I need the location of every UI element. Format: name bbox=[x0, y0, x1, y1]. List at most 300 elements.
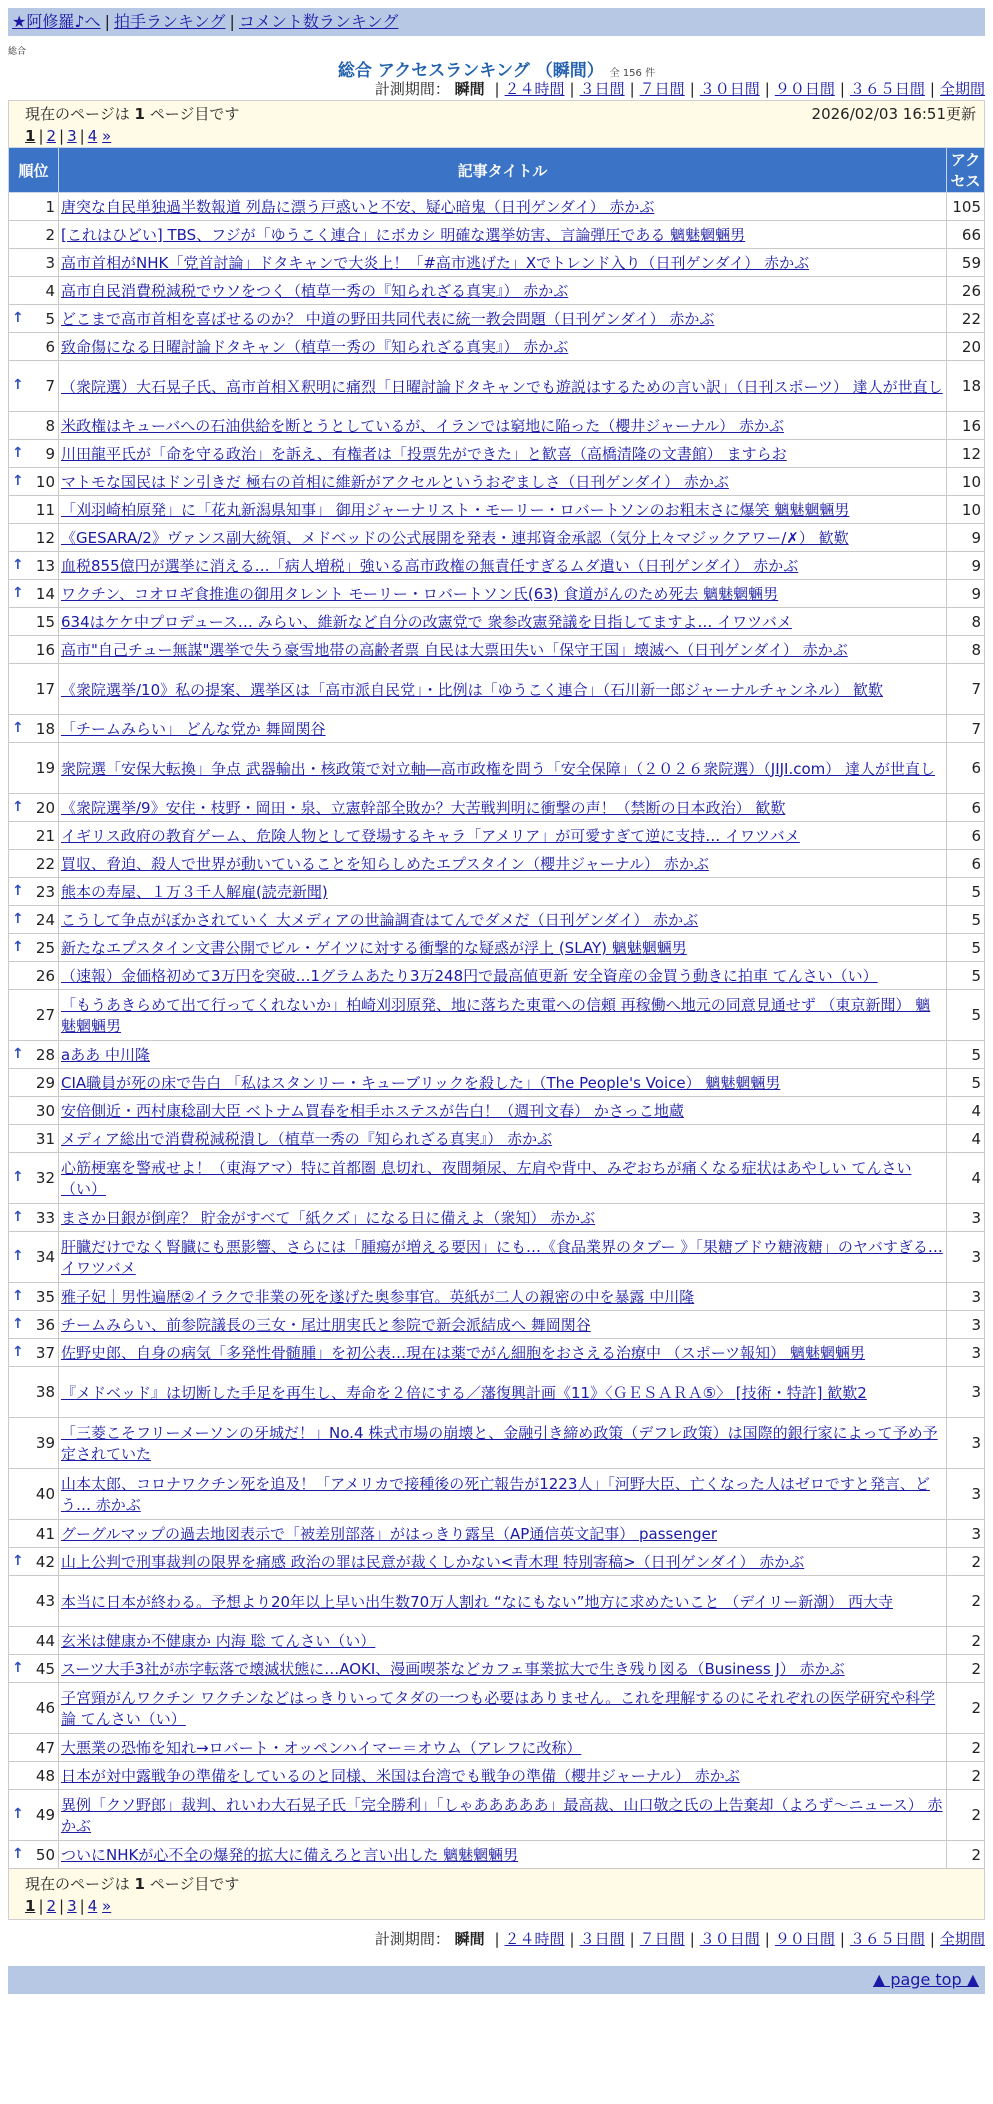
pager-page-link[interactable]: 4 bbox=[87, 127, 98, 145]
rank-number: 43 bbox=[35, 1592, 55, 1610]
rank-up-arrow-icon: ↑ bbox=[12, 1287, 24, 1304]
title-cell bbox=[59, 1469, 947, 1520]
table-row bbox=[9, 1576, 985, 1627]
rank-cell bbox=[9, 743, 59, 794]
access-count: 105 bbox=[947, 193, 985, 221]
article-title-link[interactable]: 《GESARA/2》ヴァンス副大統領、メドベッドの公式展開を発表・連邦資金承認（気分上々マジックアワー/✗） 歓歎 bbox=[61, 529, 849, 547]
rank-cell bbox=[9, 1069, 59, 1097]
rank-cell bbox=[9, 1283, 59, 1311]
rank-number: 41 bbox=[35, 1524, 55, 1543]
rank-cell bbox=[9, 1204, 59, 1232]
table-row bbox=[9, 1041, 985, 1069]
page-title-text: 総合 アクセスランキング （瞬間） bbox=[337, 61, 604, 81]
access-count: 2 bbox=[947, 1734, 985, 1762]
table-row bbox=[9, 412, 985, 440]
rank-cell bbox=[9, 608, 59, 636]
rank-cell bbox=[9, 468, 59, 496]
article-title-link[interactable]: 致命傷になる日曜討論ドタキャン（植草一秀の『知られざる真実』） 赤かぶ bbox=[61, 338, 569, 356]
home-link[interactable]: ★阿修羅♪へ bbox=[12, 12, 101, 31]
rank-number: 32 bbox=[35, 1169, 55, 1187]
access-count: 26 bbox=[947, 277, 985, 305]
period-current: 瞬間 bbox=[454, 80, 485, 98]
table-row bbox=[9, 934, 985, 962]
rank-up-arrow-icon: ↑ bbox=[12, 882, 24, 899]
table-row bbox=[9, 277, 985, 305]
article-title-link[interactable]: どこまで高市首相を喜ばせるのか？ 中道の野田共同代表に統一教会問題（日刊ゲンダイ） 赤かぶ bbox=[61, 310, 715, 328]
pager-next-link[interactable]: » bbox=[102, 1897, 112, 1915]
rank-number: 44 bbox=[35, 1631, 55, 1650]
table-row bbox=[9, 1762, 985, 1790]
rank-number: 28 bbox=[35, 1045, 55, 1064]
title-cell bbox=[59, 664, 947, 715]
access-count: 5 bbox=[947, 934, 985, 962]
title-cell bbox=[59, 277, 947, 305]
rank-number: 40 bbox=[35, 1485, 55, 1503]
title-cell bbox=[59, 496, 947, 524]
access-count: 2 bbox=[947, 1790, 985, 1841]
table-row bbox=[9, 822, 985, 850]
article-title-link[interactable]: 安倍側近・西村康稔副大臣 ベトナム買春を相手ホステスが告白！（週刊文春） かさっこ地蔵 bbox=[61, 1102, 684, 1120]
table-row bbox=[9, 962, 985, 990]
title-cell bbox=[59, 743, 947, 794]
period-separator: | bbox=[494, 1930, 500, 1948]
article-title-link[interactable]: 唐突な自民単独過半数報道 列島に漂う戸惑いと不安、疑心暗鬼（日刊ゲンダイ） 赤かぶ bbox=[61, 198, 655, 216]
rank-number: 33 bbox=[35, 1208, 55, 1227]
title-cell bbox=[59, 1153, 947, 1204]
period-link[interactable]: 全期間 bbox=[939, 80, 985, 98]
pager-separator: | bbox=[79, 127, 85, 145]
access-count: 2 bbox=[947, 1762, 985, 1790]
rank-number: 11 bbox=[35, 500, 55, 519]
rank-up-arrow-icon: ↑ bbox=[12, 1208, 24, 1225]
rank-up-arrow-icon: ↑ bbox=[12, 1315, 24, 1332]
period-link[interactable]: ３６５日間 bbox=[849, 80, 925, 98]
access-count: 3 bbox=[947, 1367, 985, 1418]
access-count: 5 bbox=[947, 962, 985, 990]
rank-number: 46 bbox=[35, 1699, 55, 1717]
article-title-link[interactable]: （速報）金価格初めて3万円を突破…1グラムあたり3万248円で最高値更新 安全資産の金買う動きに拍車 てんさい（い） bbox=[61, 967, 878, 985]
title-cell bbox=[59, 1125, 947, 1153]
article-title-link[interactable]: （衆院選）大石晃子氏、高市首相Ｘ釈明に痛烈「日曜討論ドタキャンでも遊説はするための言い訳」（日刊スポーツ） 達人が世直し bbox=[61, 377, 943, 396]
access-count: 2 bbox=[947, 1683, 985, 1734]
rank-number: 18 bbox=[35, 719, 55, 738]
article-title-link[interactable]: 雅子妃｜男性遍歴②イラクで非業の死を遂げた奥参事官。英紙が二人の親密の中を暴露 中川隆 bbox=[61, 1288, 695, 1306]
access-count: 6 bbox=[947, 850, 985, 878]
rank-number: 17 bbox=[35, 680, 55, 698]
access-count: 3 bbox=[947, 1339, 985, 1367]
rank-up-arrow-icon: ↑ bbox=[12, 1169, 24, 1185]
rank-number: 10 bbox=[35, 472, 55, 491]
period-links bbox=[489, 80, 985, 98]
access-count: 2 bbox=[947, 1655, 985, 1683]
rank-cell bbox=[9, 1576, 59, 1627]
rank-number: 24 bbox=[35, 910, 55, 929]
period-separator: | bbox=[764, 80, 770, 98]
rank-cell bbox=[9, 715, 59, 743]
article-title-link[interactable]: aああ 中川隆 bbox=[61, 1046, 150, 1064]
period-separator: | bbox=[569, 1930, 575, 1948]
period-link[interactable]: ３０日間 bbox=[699, 80, 760, 98]
period-link[interactable]: ３６５日間 bbox=[849, 1930, 925, 1948]
table-row bbox=[9, 1548, 985, 1576]
access-count: 4 bbox=[947, 1097, 985, 1125]
article-title-link[interactable]: 異例「クソ野郎」裁判、れいわ大石晃子氏「完全勝利」「しゃあああああ」最高裁、山口敬之氏の上告棄却（よろず～ニュース） 赤かぶ bbox=[61, 1796, 943, 1835]
table-row bbox=[9, 249, 985, 277]
rank-number: 29 bbox=[35, 1073, 55, 1092]
rank-number: 4 bbox=[45, 281, 55, 300]
article-title-link[interactable]: 川田龍平氏が「命を守る政治」を訴え、有権者は「投票先ができた」と歓喜（高橋清隆の文書館） ますらお bbox=[61, 445, 787, 463]
category-label: 総合 bbox=[8, 47, 27, 57]
period-separator: | bbox=[839, 1930, 845, 1948]
article-title-link[interactable]: 血税855億円が選挙に消える…「病人増税」強いる高市政権の無責任すぎるムダ遣い（日刊ゲンダイ） 赤かぶ bbox=[61, 557, 799, 575]
title-cell bbox=[59, 1367, 947, 1418]
title-cell bbox=[59, 1283, 947, 1311]
table-row bbox=[9, 608, 985, 636]
rank-cell bbox=[9, 1841, 59, 1869]
title-cell bbox=[59, 822, 947, 850]
rank-cell bbox=[9, 794, 59, 822]
rank-number: 9 bbox=[45, 444, 55, 463]
period-separator: | bbox=[494, 80, 500, 98]
table-row bbox=[9, 1153, 985, 1204]
article-title-link[interactable]: こうして争点がぼかされていく 大メディアの世論調査はてんでダメだ（日刊ゲンダイ） 赤かぶ bbox=[61, 911, 699, 929]
table-row bbox=[9, 552, 985, 580]
article-title-link[interactable]: ついにNHKが心不全の爆発的拡大に備えろと言い出した 魑魅魍魎男 bbox=[61, 1846, 519, 1864]
pager-status: 現在のページは 1 ページ目です bbox=[25, 105, 240, 123]
rank-cell bbox=[9, 1367, 59, 1418]
article-title-link[interactable]: 山上公判で刑事裁判の限界を痛感 政治の罪は民意が裁くしかない<青木理 特別寄稿>（日刊ゲンダイ） 赤かぶ bbox=[61, 1553, 805, 1571]
rank-number: 8 bbox=[45, 416, 55, 435]
rank-number: 15 bbox=[35, 612, 55, 631]
access-count: 2 bbox=[947, 1576, 985, 1627]
period-link[interactable]: ９０日間 bbox=[774, 80, 835, 98]
rank-cell bbox=[9, 1655, 59, 1683]
title-cell bbox=[59, 794, 947, 822]
rank-number: 23 bbox=[35, 882, 55, 901]
article-title-link[interactable]: 衆院選「安保大転換」争点 武器輸出・核政策で対立軸―高市政権を問う「安全保障」（２０２６衆院選）（JIJI.com） 達人が世直し bbox=[61, 759, 936, 778]
pager-bottom bbox=[8, 1869, 985, 1920]
rank-cell bbox=[9, 1311, 59, 1339]
access-count: 12 bbox=[947, 440, 985, 468]
pager-separator: | bbox=[79, 1897, 85, 1915]
article-title-link[interactable]: 心筋梗塞を警戒せよ！（東海アマ）特に首都圏 息切れ、夜間頻尿、左肩や背中、みぞおちが痛くなる症状はあやしい てんさい（い） bbox=[61, 1159, 912, 1198]
title-cell bbox=[59, 440, 947, 468]
rank-up-arrow-icon: ↑ bbox=[12, 444, 24, 461]
period-links bbox=[489, 1930, 985, 1948]
rank-cell bbox=[9, 990, 59, 1041]
article-title-link[interactable]: 本当に日本が終わる。予想より20年以上早い出生数70万人割れ “なにもない”地方に求めたいこと （デイリー新潮） 西大寺 bbox=[61, 1592, 893, 1611]
article-title-link[interactable]: マトモな国民はドン引きだ 極右の首相に維新がアクセルというおぞましさ（日刊ゲンダイ） 赤かぶ bbox=[61, 473, 729, 491]
rank-up-arrow-icon: ↑ bbox=[12, 1248, 24, 1264]
rank-cell bbox=[9, 193, 59, 221]
access-count: 9 bbox=[947, 524, 985, 552]
rank-cell bbox=[9, 1153, 59, 1204]
pager-page-link[interactable]: 2 bbox=[46, 127, 57, 145]
article-title-link[interactable]: 山本太郎、コロナワクチン死を追及！「アメリカで接種後の死亡報告が1223人」「河野大臣、亡くなった人はゼロですと発言、どう… 赤かぶ bbox=[61, 1475, 930, 1514]
article-title-link[interactable]: [これはひどい] TBS、フジが「ゆうこく連合」にボカシ 明確な選挙妨害、言論弾圧である 魑魅魍魎男 bbox=[61, 226, 746, 244]
rank-cell bbox=[9, 1097, 59, 1125]
period-link[interactable]: ２４時間 bbox=[504, 1930, 565, 1948]
rank-cell bbox=[9, 906, 59, 934]
access-count: 2 bbox=[947, 1627, 985, 1655]
title-cell bbox=[59, 1339, 947, 1367]
rank-number: 47 bbox=[35, 1738, 55, 1757]
period-link[interactable]: ７日間 bbox=[639, 1930, 685, 1948]
article-title-link[interactable]: 肝臓だけでなく腎臓にも悪影響、さらには「腫瘍が増える要因」にも…《食品業界のタブー 》「果糖ブドウ糖液糖」のヤバすぎる… イワツバメ bbox=[61, 1238, 943, 1277]
article-title-link[interactable]: 《衆院選挙/9》安住・枝野・岡田・泉、立憲幹部全敗か？大苦戦判明に衝撃の声！（禁断の日本政治） 歓歎 bbox=[61, 799, 786, 817]
rank-up-arrow-icon: ↑ bbox=[12, 719, 24, 736]
article-title-link[interactable]: 高市"自己チュー無謀"選挙で失う豪雪地帯の高齢者票 自民は大票田失い「保守王国」壊滅へ（日刊ゲンダイ） 赤かぶ bbox=[61, 641, 848, 659]
top-nav-bar bbox=[8, 8, 985, 36]
rank-number: 21 bbox=[35, 826, 55, 845]
period-label: 計測期間： bbox=[374, 80, 450, 98]
title-cell bbox=[59, 1204, 947, 1232]
rank-number: 22 bbox=[35, 854, 55, 873]
rank-cell bbox=[9, 496, 59, 524]
title-cell bbox=[59, 715, 947, 743]
bottom-bar bbox=[8, 1966, 985, 1994]
access-count: 6 bbox=[947, 794, 985, 822]
article-title-link[interactable]: 高市首相がNHK「党首討論」ドタキャンで大炎上！「#高市逃げた」Xでトレンド入り（日刊ゲンダイ） 赤かぶ bbox=[61, 254, 810, 272]
rank-number: 35 bbox=[35, 1287, 55, 1306]
article-title-link[interactable]: 『メドベッド』は切断した手足を再生し、寿命を２倍にする／藩復興計画《11》〈ＧＥＳＡＲＡ⑤〉 [技術・特許] 歓歎2 bbox=[61, 1383, 867, 1402]
access-count: 4 bbox=[947, 1125, 985, 1153]
rank-cell bbox=[9, 1125, 59, 1153]
period-link[interactable]: ３日間 bbox=[579, 1930, 625, 1948]
rank-up-arrow-icon: ↑ bbox=[12, 1845, 24, 1862]
rank-up-arrow-icon: ↑ bbox=[12, 1343, 24, 1360]
table-row bbox=[9, 305, 985, 333]
rank-cell bbox=[9, 636, 59, 664]
article-title-link[interactable]: 玄米は健康か不健康か 内海 聡 てんさい（い） bbox=[61, 1632, 376, 1650]
rank-cell bbox=[9, 1469, 59, 1520]
rank-cell bbox=[9, 221, 59, 249]
table-row bbox=[9, 715, 985, 743]
rank-number: 7 bbox=[45, 377, 55, 395]
pager-links bbox=[25, 125, 980, 147]
ranking-table bbox=[8, 147, 985, 1869]
article-title-link[interactable]: 大悪業の恐怖を知れ→ロバート・オッペンハイマー＝オウム（アレフに改称） bbox=[61, 1739, 582, 1757]
title-cell bbox=[59, 1841, 947, 1869]
article-title-link[interactable]: イギリス政府の教育ゲーム、危険人物として登場するキャラ「アメリア」が可愛すぎて逆に支持… イワツバメ bbox=[61, 827, 800, 845]
table-row bbox=[9, 743, 985, 794]
access-count: 2 bbox=[947, 1841, 985, 1869]
pager-page-link[interactable]: 4 bbox=[87, 1897, 98, 1915]
title-cell bbox=[59, 1655, 947, 1683]
table-row bbox=[9, 1655, 985, 1683]
title-cell bbox=[59, 1627, 947, 1655]
pager-separator: | bbox=[38, 1897, 44, 1915]
table-row bbox=[9, 1627, 985, 1655]
table-row bbox=[9, 1311, 985, 1339]
table-row bbox=[9, 1469, 985, 1520]
rank-number: 19 bbox=[35, 759, 55, 777]
article-title-link[interactable]: ワクチン、コオロギ食推進の御用タレント モーリー・ロバートソン氏(63) 食道がんのため死去 魑魅魍魎男 bbox=[61, 585, 779, 603]
rank-cell bbox=[9, 305, 59, 333]
article-title-link[interactable]: 634はケケ中プロデュース… みらい、維新など自分の改憲党で 衆参改憲発議を目指してますよ… イワツバメ bbox=[61, 613, 792, 631]
rank-number: 3 bbox=[45, 253, 55, 272]
rank-number: 31 bbox=[35, 1129, 55, 1148]
access-count: 3 bbox=[947, 1469, 985, 1520]
article-title-link[interactable]: 熊本の寿屋、１万３千人解雇(読売新聞) bbox=[61, 883, 328, 901]
pager-next-link[interactable]: » bbox=[102, 127, 112, 145]
pager-links-bottom bbox=[25, 1895, 980, 1919]
nav-separator: | bbox=[229, 12, 235, 31]
rank-up-arrow-icon: ↑ bbox=[12, 309, 24, 326]
article-title-link[interactable]: 買収、脅迫、殺人で世界が動いていることを知らしめたエプスタイン（櫻井ジャーナル） 赤かぶ bbox=[61, 855, 709, 873]
rank-number: 12 bbox=[35, 528, 55, 547]
access-count: 8 bbox=[947, 608, 985, 636]
period-link[interactable]: 全期間 bbox=[939, 1930, 985, 1948]
article-title-link[interactable]: 高市自民消費税減税でウソをつく（植草一秀の『知られざる真実』） 赤かぶ bbox=[61, 282, 569, 300]
article-title-link[interactable]: 「チームみらい」 どんな党か 舞岡関谷 bbox=[61, 720, 326, 738]
title-cell bbox=[59, 249, 947, 277]
access-count: 10 bbox=[947, 496, 985, 524]
access-count: 5 bbox=[947, 1041, 985, 1069]
article-title-link[interactable]: 新たなエプスタイン文書公開でビル・ゲイツに対する衝撃的な疑惑が浮上 (SLAY) 魑魅魍魎男 bbox=[61, 939, 687, 957]
pager-page-link[interactable]: 3 bbox=[67, 1897, 77, 1915]
pager-separator: | bbox=[59, 1897, 65, 1915]
table-row bbox=[9, 468, 985, 496]
title-cell bbox=[59, 1069, 947, 1097]
article-title-link[interactable]: グーグルマップの過去地図表示で「被差別部落」がはっきり露呈（AP通信英文記事） passenger bbox=[61, 1525, 718, 1543]
rank-number: 25 bbox=[35, 938, 55, 957]
table-row bbox=[9, 1069, 985, 1097]
title-cell bbox=[59, 1683, 947, 1734]
period-separator: | bbox=[569, 80, 575, 98]
article-title-link[interactable]: 日本が対中露戦争の準備をしているのと同様、米国は台湾でも戦争の準備（櫻井ジャーナル） 赤かぶ bbox=[61, 1767, 740, 1785]
pager-status-bottom: 現在のページは 1 ページ目です bbox=[25, 1875, 240, 1893]
pager-separator: | bbox=[38, 127, 44, 145]
table-row bbox=[9, 1841, 985, 1869]
access-count: 7 bbox=[947, 715, 985, 743]
period-link[interactable]: ９０日間 bbox=[774, 1930, 835, 1948]
period-link[interactable]: ２４時間 bbox=[504, 80, 565, 98]
access-count: 3 bbox=[947, 1418, 985, 1469]
article-title-link[interactable]: 《衆院選挙/10》私の提案、選挙区は「高市派自民党」・比例は「ゆうこく連合」（石川新一郎ジャーナルチャンネル） 歓歎 bbox=[61, 680, 883, 699]
rank-cell bbox=[9, 1790, 59, 1841]
ranking-table-body bbox=[9, 193, 985, 1869]
table-row bbox=[9, 333, 985, 361]
rank-cell bbox=[9, 277, 59, 305]
title-cell bbox=[59, 608, 947, 636]
table-row bbox=[9, 794, 985, 822]
title-cell bbox=[59, 878, 947, 906]
col-title-header: 記事タイトル bbox=[59, 148, 947, 193]
table-row bbox=[9, 580, 985, 608]
clap-ranking-link[interactable]: 拍手ランキング bbox=[113, 12, 226, 31]
access-count: 6 bbox=[947, 743, 985, 794]
table-row bbox=[9, 1734, 985, 1762]
period-link[interactable]: ７日間 bbox=[639, 80, 685, 98]
access-count: 5 bbox=[947, 990, 985, 1041]
title-cell bbox=[59, 1232, 947, 1283]
title-cell bbox=[59, 1548, 947, 1576]
table-row bbox=[9, 906, 985, 934]
access-count: 3 bbox=[947, 1232, 985, 1283]
rank-number: 38 bbox=[35, 1383, 55, 1401]
rank-cell bbox=[9, 1232, 59, 1283]
period-selector-bottom bbox=[8, 1928, 985, 1950]
article-title-link[interactable]: CIA職員が死の床で告白 「私はスタンリー・キューブリックを殺した」（The People's Voice） 魑魅魍魎男 bbox=[61, 1074, 781, 1092]
access-count: 5 bbox=[947, 906, 985, 934]
pager-current-page: 1 bbox=[25, 127, 36, 145]
access-count: 9 bbox=[947, 552, 985, 580]
table-row bbox=[9, 496, 985, 524]
updated-time: 2026/02/03 16:51更新 bbox=[811, 105, 976, 123]
table-row bbox=[9, 664, 985, 715]
total-count: 全 156 件 bbox=[609, 68, 656, 79]
rank-cell bbox=[9, 1418, 59, 1469]
rank-cell bbox=[9, 249, 59, 277]
pager-page-link[interactable]: 3 bbox=[67, 127, 77, 145]
period-separator: | bbox=[929, 80, 935, 98]
title-cell bbox=[59, 193, 947, 221]
title-cell bbox=[59, 1311, 947, 1339]
rank-cell bbox=[9, 333, 59, 361]
rank-up-arrow-icon: ↑ bbox=[12, 938, 24, 955]
rank-cell bbox=[9, 1734, 59, 1762]
title-cell bbox=[59, 580, 947, 608]
rank-up-arrow-icon: ↑ bbox=[12, 910, 24, 927]
pager-page-link[interactable]: 2 bbox=[46, 1897, 57, 1915]
title-cell bbox=[59, 1734, 947, 1762]
access-count: 5 bbox=[947, 1069, 985, 1097]
comment-ranking-link[interactable]: コメント数ランキング bbox=[238, 12, 399, 31]
article-title-link[interactable]: 「刈羽崎柏原発」に「花丸新潟県知事」 御用ジャーナリスト・モーリー・ロバートソンのお粗末さに爆笑 魑魅魍魎男 bbox=[61, 501, 850, 519]
article-title-link[interactable]: まさか日銀が倒産？ 貯金がすべて「紙クズ」になる日に備えよ（衆知） 赤かぶ bbox=[61, 1209, 596, 1227]
rank-up-arrow-icon: ↑ bbox=[12, 1045, 24, 1062]
rank-number: 13 bbox=[35, 556, 55, 575]
period-link[interactable]: ３日間 bbox=[579, 80, 625, 98]
table-row bbox=[9, 850, 985, 878]
title-cell bbox=[59, 1520, 947, 1548]
article-title-link[interactable]: 子宮頸がんワクチン ワクチンなどはっきりいってタダの一つも必要はありません。これを理解するのにそれぞれの医学研究や科学論 てんさい（い） bbox=[61, 1689, 936, 1728]
rank-up-arrow-icon: ↑ bbox=[12, 472, 24, 489]
rank-number: 42 bbox=[35, 1552, 55, 1571]
rank-number: 37 bbox=[35, 1343, 55, 1362]
rank-number: 5 bbox=[45, 309, 55, 328]
rank-number: 30 bbox=[35, 1101, 55, 1120]
rank-number: 36 bbox=[35, 1315, 55, 1334]
title-cell bbox=[59, 1097, 947, 1125]
period-link[interactable]: ３０日間 bbox=[699, 1930, 760, 1948]
period-separator: | bbox=[764, 1930, 770, 1948]
article-title-link[interactable]: スーツ大手3社が赤字転落で壊滅状態に…AOKI、漫画喫茶などカフェ事業拡大で生き残り図る（Business J） 赤かぶ bbox=[61, 1660, 845, 1678]
article-title-link[interactable]: メディア総出で消費税減税潰し（植草一秀の『知られざる真実』） 赤かぶ bbox=[61, 1130, 553, 1148]
rank-number: 14 bbox=[35, 584, 55, 603]
rank-cell bbox=[9, 934, 59, 962]
rank-number: 6 bbox=[45, 337, 55, 356]
table-row bbox=[9, 878, 985, 906]
title-cell bbox=[59, 468, 947, 496]
access-count: 16 bbox=[947, 412, 985, 440]
title-cell bbox=[59, 636, 947, 664]
rank-up-arrow-icon: ↑ bbox=[12, 1552, 24, 1569]
period-separator: | bbox=[629, 80, 635, 98]
title-cell bbox=[59, 412, 947, 440]
rank-number: 34 bbox=[35, 1248, 55, 1266]
page-top-link[interactable]: ▲ page top ▲ bbox=[872, 1970, 979, 1989]
article-title-link[interactable]: 「もうあきらめて出て行ってくれないか」柏崎刈羽原発、地に落ちた東電への信頼 再稼働へ地元の同意見通せず （東京新聞） 魑魅魍魎男 bbox=[61, 996, 931, 1035]
article-title-link[interactable]: 「三菱こそフリーメーソンの牙城だ！」No.4 株式市場の崩壊と、金融引き締め政策（デフレ政策）は国際的銀行家によって予め予定されていた bbox=[61, 1424, 938, 1463]
rank-number: 16 bbox=[35, 640, 55, 659]
article-title-link[interactable]: 米政権はキューバへの石油供給を断とうとしているが、イランでは窮地に陥った（櫻井ジャーナル） 赤かぶ bbox=[61, 417, 784, 435]
table-row bbox=[9, 1232, 985, 1283]
article-title-link[interactable]: 佐野史郎、自身の病気「多発性骨髄腫」を初公表…現在は薬でがん細胞をおさえる治療中 （スポーツ報知） 魑魅魍魎男 bbox=[61, 1344, 865, 1362]
article-title-link[interactable]: チームみらい、前参院議長の三女・尾辻朋実氏と参院で新会派結成へ 舞岡関谷 bbox=[61, 1316, 591, 1334]
title-cell bbox=[59, 552, 947, 580]
